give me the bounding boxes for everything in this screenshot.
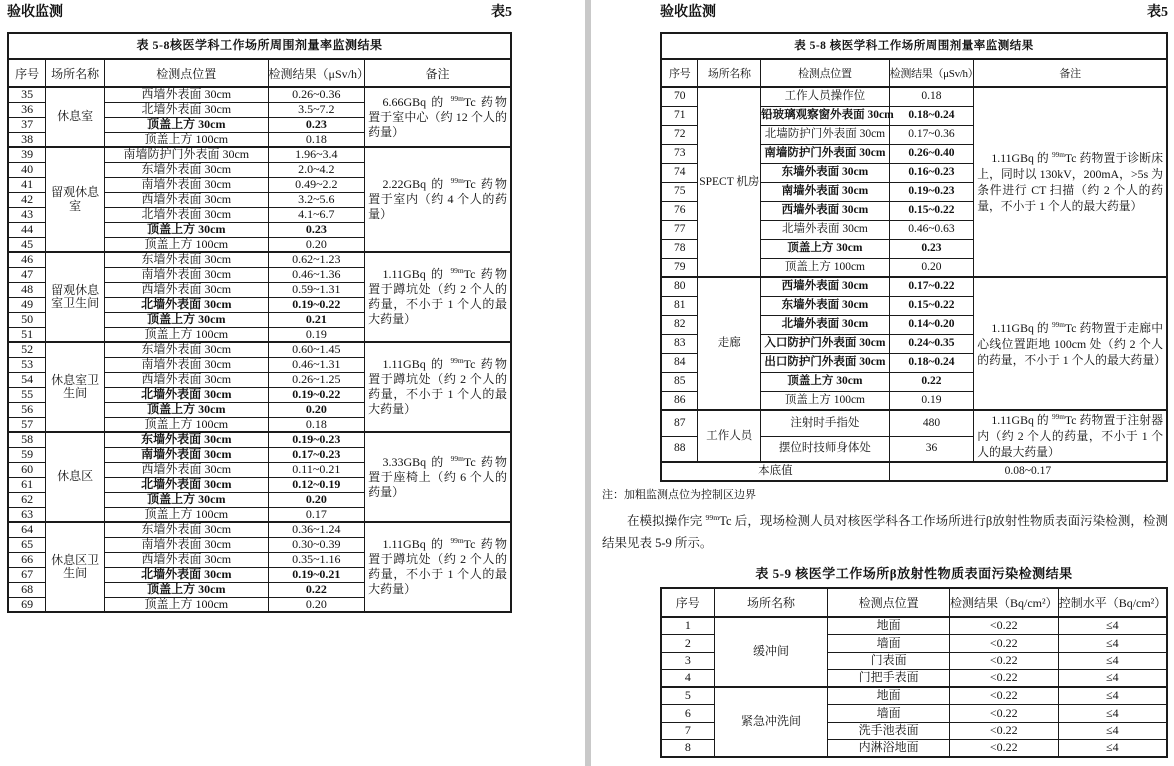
cell-location: 北墙外表面 30cm (105, 207, 268, 222)
cell-result: 0.46~0.63 (889, 220, 974, 239)
cell-result: 3.2~5.6 (268, 192, 365, 207)
column-header: 控制水平（Bq/cm²） (1058, 588, 1167, 617)
cell-location: 东墙外表面 30cm (105, 522, 268, 537)
background-value: 0.08~0.17 (889, 462, 1167, 481)
cell-serial: 74 (661, 163, 698, 182)
cell-serial: 69 (8, 597, 46, 612)
running-head: 验收监测 (7, 5, 63, 20)
cell-result: 0.26~0.36 (268, 87, 365, 102)
cell-location: 西墙外表面 30cm (761, 201, 890, 220)
cell-location: 顶盖上方 30cm (761, 239, 890, 258)
cell-serial: 46 (8, 252, 46, 267)
cell-control-level: ≤4 (1058, 635, 1167, 653)
remark-text: 3.33GBq 的 $^{99m}$Tc 药物置于座椅上（约 6 个人的药量） (368, 453, 507, 499)
cell-result: 0.19~0.23 (889, 182, 974, 201)
table-title-row (8, 33, 511, 59)
cell-result: 0.22 (889, 372, 974, 391)
cell-result: 0.20 (268, 402, 365, 417)
cell-place: SPECT 机房 (698, 87, 761, 277)
cell-result: 0.46~1.31 (268, 357, 365, 372)
cell-serial: 61 (8, 477, 46, 492)
remark-text: 1.11GBq 的 $^{99m}$Tc 药物置于注射器内（约 2 个人的药量，不小于 1 个人的最大药量） (977, 412, 1163, 459)
cell-place: 留观休息室 (46, 147, 105, 252)
cell-control-level: ≤4 (1058, 705, 1167, 723)
cell-location: 摆位时技师身体处 (761, 436, 890, 462)
table-title: 表 5-8 核医学科工作场所周围剂量率监测结果 (661, 33, 1167, 59)
cell-location: 入口防护门外表面 30cm (761, 334, 890, 353)
cell-serial: 1 (661, 617, 714, 635)
cell-serial: 4 (661, 670, 714, 688)
cell-result: 0.17~0.23 (268, 447, 365, 462)
cell-serial: 5 (661, 687, 714, 705)
cell-serial: 38 (8, 132, 46, 147)
cell-location: 顶盖上方 100cm (105, 327, 268, 342)
cell-result: 0.19 (268, 327, 365, 342)
column-header: 备注 (974, 59, 1167, 87)
cell-serial: 58 (8, 432, 46, 447)
remark-text: 2.22GBq 的 $^{99m}$Tc 药物置于室内（约 4 个人的药量） (368, 176, 507, 221)
cell-location: 南墙外表面 30cm (105, 357, 268, 372)
cell-result: 0.20 (268, 492, 365, 507)
cell-serial: 42 (8, 192, 46, 207)
cell-place: 走廊 (698, 277, 761, 410)
cell-result: 0.16~0.23 (889, 163, 974, 182)
table-row (8, 147, 511, 162)
cell-serial: 52 (8, 342, 46, 357)
remark-text: 1.11GBq 的 $^{99m}$Tc 药物置于诊断床上，同时以 130kV，200mA，>5s 为条件进行 CT 扫描（约 2 个人的药量，不小于 1 个人的最大药量） (977, 150, 1163, 213)
cell-location: 顶盖上方 30cm (105, 402, 268, 417)
cell-location: 顶盖上方 30cm (761, 372, 890, 391)
isotope-99m-superscript: 99m (1051, 412, 1065, 422)
body-paragraph: 在模拟操作完 $^{99m}$Tc 后，现场检测人员对核医学科各工作场所进行β放射性物质表面污染检测，检测结果见表 5-9 所示。 (602, 512, 1168, 550)
cell-serial: 36 (8, 102, 46, 117)
cell-remark (974, 87, 1167, 277)
cell-result: 0.18 (268, 132, 365, 147)
cell-location: 地面 (828, 687, 949, 705)
cell-serial: 87 (661, 410, 698, 436)
dose-rate-table-left-mount (7, 32, 585, 613)
cell-control-level: ≤4 (1058, 740, 1167, 758)
cell-control-level: ≤4 (1058, 670, 1167, 688)
cell-serial: 86 (661, 391, 698, 410)
cell-place: 缓冲间 (714, 617, 828, 687)
page-right (591, 0, 1174, 766)
cell-serial: 6 (661, 705, 714, 723)
cell-place: 留观休息室卫生间 (46, 252, 105, 342)
cell-serial: 57 (8, 417, 46, 432)
cell-result: 0.60~1.45 (268, 342, 365, 357)
remark-text: 1.11GBq 的 $^{99m}$Tc 药物置于走廊中心线位置距地 100cm 处（约 2 个人的药量，不小于 1 个人的最大药量） (977, 319, 1166, 367)
cell-place: 紧急冲洗间 (714, 687, 828, 757)
cell-result: 0.19~0.21 (268, 567, 365, 582)
cell-serial: 8 (661, 740, 714, 758)
cell-serial: 45 (8, 237, 46, 252)
cell-location: 顶盖上方 100cm (105, 132, 268, 147)
cell-remark (365, 522, 511, 612)
cell-location: 西墙外表面 30cm (105, 372, 268, 387)
table-row (8, 342, 511, 357)
cell-location: 顶盖上方 30cm (105, 492, 268, 507)
cell-serial: 44 (8, 222, 46, 237)
cell-remark (365, 342, 511, 432)
cell-remark (365, 252, 511, 342)
cell-serial: 77 (661, 220, 698, 239)
cell-location: 铅玻璃观察窗外表面 30cm (761, 106, 890, 125)
cell-serial: 49 (8, 297, 46, 312)
cell-result: <0.22 (949, 670, 1058, 688)
cell-result: 0.49~2.2 (268, 177, 365, 192)
cell-remark (974, 410, 1167, 462)
cell-result: 0.20 (268, 597, 365, 612)
cell-result: 0.59~1.31 (268, 282, 365, 297)
page-left (0, 0, 585, 766)
cell-location: 东墙外表面 30cm (105, 162, 268, 177)
page-label: 表5 (491, 5, 512, 20)
cell-serial: 54 (8, 372, 46, 387)
cell-location: 顶盖上方 100cm (105, 597, 268, 612)
remark-text: 1.11GBq 的 $^{99m}$Tc 药物置于蹲坑处（约 2 个人的药量，不小于 1 个人的最大药量） (368, 536, 507, 596)
cell-location: 北墙外表面 30cm (761, 220, 890, 239)
cell-serial: 78 (661, 239, 698, 258)
cell-location: 西墙外表面 30cm (105, 282, 268, 297)
cell-result: 0.17~0.22 (889, 277, 974, 296)
table-header-row (8, 59, 511, 87)
cell-serial: 62 (8, 492, 46, 507)
cell-location: 西墙外表面 30cm (105, 192, 268, 207)
cell-serial: 76 (661, 201, 698, 220)
cell-location: 顶盖上方 100cm (105, 237, 268, 252)
table-row (8, 87, 511, 102)
cell-result: <0.22 (949, 705, 1058, 723)
cell-location: 洗手池表面 (828, 722, 949, 740)
cell-serial: 63 (8, 507, 46, 522)
cell-result: <0.22 (949, 635, 1058, 653)
column-header: 场所名称 (46, 59, 105, 87)
cell-location: 顶盖上方 100cm (761, 391, 890, 410)
background-value-label: 本底值 (661, 462, 889, 481)
cell-result: 0.17~0.36 (889, 125, 974, 144)
cell-result: 4.1~6.7 (268, 207, 365, 222)
cell-result: 2.0~4.2 (268, 162, 365, 177)
cell-serial: 80 (661, 277, 698, 296)
cell-result: 0.26~0.40 (889, 144, 974, 163)
table59-title: 表 5-9 核医学工作场所β放射性物质表面污染检测结果 (755, 566, 1073, 581)
column-header: 检测结果（Bq/cm²） (949, 588, 1058, 617)
cell-result: 0.19~0.22 (268, 297, 365, 312)
cell-serial: 60 (8, 462, 46, 477)
cell-place: 休息区 (46, 432, 105, 522)
column-header: 场所名称 (698, 59, 761, 87)
cell-result: 0.18~0.24 (889, 353, 974, 372)
table-row (8, 432, 511, 447)
cell-location: 门把手表面 (828, 670, 949, 688)
table-row (661, 87, 1167, 106)
cell-location: 南墙防护门外表面 30cm (105, 147, 268, 162)
cell-location: 南墙外表面 30cm (105, 177, 268, 192)
cell-serial: 65 (8, 537, 46, 552)
data-table (660, 587, 1168, 758)
cell-result: 0.15~0.22 (889, 201, 974, 220)
cell-location: 北墙外表面 30cm (105, 297, 268, 312)
cell-result: 0.20 (889, 258, 974, 277)
cell-location: 北墙外表面 30cm (105, 102, 268, 117)
isotope-99m-superscript: 99m (1051, 319, 1065, 329)
isotope-99m-superscript: 99m (705, 512, 720, 522)
cell-serial: 67 (8, 567, 46, 582)
cell-result: <0.22 (949, 652, 1058, 670)
cell-serial: 72 (661, 125, 698, 144)
cell-result: 0.14~0.20 (889, 315, 974, 334)
cell-location: 东墙外表面 30cm (761, 296, 890, 315)
cell-remark (365, 432, 511, 522)
cell-location: 顶盖上方 30cm (105, 582, 268, 597)
cell-serial: 82 (661, 315, 698, 334)
cell-location: 东墙外表面 30cm (105, 342, 268, 357)
cell-result: 0.17 (268, 507, 365, 522)
isotope-99m-superscript: 99m (450, 453, 464, 463)
isotope-99m-superscript: 99m (450, 93, 464, 103)
data-table (7, 32, 512, 613)
cell-result: 0.21 (268, 312, 365, 327)
cell-result: 36 (889, 436, 974, 462)
column-header: 检测点位置 (828, 588, 949, 617)
cell-result: 0.18 (268, 417, 365, 432)
cell-serial: 66 (8, 552, 46, 567)
cell-result: 0.23 (268, 222, 365, 237)
table-row (8, 252, 511, 267)
table-header-row (661, 59, 1167, 87)
cell-serial: 75 (661, 182, 698, 201)
cell-location: 南墙外表面 30cm (105, 447, 268, 462)
cell-serial: 37 (8, 117, 46, 132)
cell-result: 0.30~0.39 (268, 537, 365, 552)
cell-result: 1.96~3.4 (268, 147, 365, 162)
cell-serial: 71 (661, 106, 698, 125)
cell-serial: 41 (8, 177, 46, 192)
cell-serial: 50 (8, 312, 46, 327)
cell-result: 0.19~0.23 (268, 432, 365, 447)
isotope-99m-superscript: 99m (450, 176, 464, 185)
column-header: 场所名称 (714, 588, 828, 617)
table-title: 表 5-8核医学科工作场所周围剂量率监测结果 (8, 33, 511, 59)
cell-serial: 68 (8, 582, 46, 597)
cell-location: 地面 (828, 617, 949, 635)
table-row (661, 410, 1167, 436)
cell-serial: 83 (661, 334, 698, 353)
remark-text: 1.11GBq 的 $^{99m}$Tc 药物置于蹲坑处（约 2 个人的药量，不小于 1 个人的最大药量） (368, 266, 507, 326)
cell-result: 0.15~0.22 (889, 296, 974, 315)
cell-result: 0.18~0.24 (889, 106, 974, 125)
cell-result: 0.22 (268, 582, 365, 597)
column-header: 序号 (661, 59, 698, 87)
cell-place: 休息室 (46, 87, 105, 147)
cell-location: 东墙外表面 30cm (105, 432, 268, 447)
cell-location: 北墙外表面 30cm (105, 567, 268, 582)
cell-location: 南墙防护门外表面 30cm (761, 144, 890, 163)
cell-location: 门表面 (828, 652, 949, 670)
cell-location: 顶盖上方 30cm (105, 117, 268, 132)
cell-result: 480 (889, 410, 974, 436)
cell-location: 出口防护门外表面 30cm (761, 353, 890, 372)
cell-serial: 79 (661, 258, 698, 277)
cell-remark (365, 87, 511, 147)
table-row (661, 277, 1167, 296)
cell-serial: 51 (8, 327, 46, 342)
cell-result: 0.19~0.22 (268, 387, 365, 402)
cell-serial: 48 (8, 282, 46, 297)
cell-serial: 88 (661, 436, 698, 462)
isotope-99m-superscript: 99m (450, 266, 464, 275)
cell-location: 顶盖上方 100cm (105, 417, 268, 432)
cell-result: 0.35~1.16 (268, 552, 365, 567)
cell-location: 南墙外表面 30cm (761, 182, 890, 201)
cell-result: <0.22 (949, 687, 1058, 705)
dose-rate-table-right-mount (602, 32, 1174, 482)
cell-serial: 59 (8, 447, 46, 462)
cell-serial: 64 (8, 522, 46, 537)
surface-contamination-table-mount (602, 587, 1174, 758)
data-table (660, 32, 1168, 482)
cell-location: 内淋浴地面 (828, 740, 949, 758)
cell-control-level: ≤4 (1058, 617, 1167, 635)
remark-text: 1.11GBq 的 $^{99m}$Tc 药物置于蹲坑处（约 2 个人的药量，不小于 1 个人的最大药量） (368, 356, 507, 416)
cell-serial: 40 (8, 162, 46, 177)
table-footnote: 注：加粗监测点位为控制区边界 (602, 489, 756, 501)
page-header (660, 4, 1168, 22)
cell-location: 墙面 (828, 635, 949, 653)
cell-location: 北墙外表面 30cm (105, 477, 268, 492)
cell-serial: 43 (8, 207, 46, 222)
cell-location: 北墙外表面 30cm (761, 315, 890, 334)
cell-serial: 70 (661, 87, 698, 106)
cell-result: <0.22 (949, 722, 1058, 740)
background-value-row (661, 462, 1167, 481)
column-header: 检测结果（μSv/h） (268, 59, 365, 87)
cell-location: 顶盖上方 30cm (105, 312, 268, 327)
column-header: 检测结果（μSv/h） (889, 59, 974, 87)
page-label: 表5 (1147, 5, 1168, 20)
cell-serial: 84 (661, 353, 698, 372)
cell-result: 0.24~0.35 (889, 334, 974, 353)
cell-location: 北墙外表面 30cm (105, 387, 268, 402)
table-title-row (661, 33, 1167, 59)
cell-location: 墙面 (828, 705, 949, 723)
cell-place: 工作人员 (698, 410, 761, 462)
cell-result: 0.46~1.36 (268, 267, 365, 282)
cell-result: 0.26~1.25 (268, 372, 365, 387)
page-header (7, 4, 512, 22)
cell-result: <0.22 (949, 617, 1058, 635)
cell-serial: 53 (8, 357, 46, 372)
cell-location: 南墙外表面 30cm (105, 537, 268, 552)
cell-serial: 47 (8, 267, 46, 282)
cell-location: 南墙外表面 30cm (105, 267, 268, 282)
cell-location: 注射时手指处 (761, 410, 890, 436)
column-header: 序号 (8, 59, 46, 87)
cell-place: 休息区卫生间 (46, 522, 105, 612)
cell-result: <0.22 (949, 740, 1058, 758)
cell-serial: 85 (661, 372, 698, 391)
cell-location: 西墙外表面 30cm (105, 462, 268, 477)
cell-serial: 73 (661, 144, 698, 163)
cell-result: 0.62~1.23 (268, 252, 365, 267)
cell-location: 西墙外表面 30cm (761, 277, 890, 296)
cell-location: 工作人员操作位 (761, 87, 890, 106)
cell-serial: 2 (661, 635, 714, 653)
cell-location: 顶盖上方 30cm (105, 222, 268, 237)
cell-location: 东墙外表面 30cm (105, 252, 268, 267)
column-header: 序号 (661, 588, 714, 617)
cell-location: 东墙外表面 30cm (761, 163, 890, 182)
column-header: 检测点位置 (105, 59, 268, 87)
cell-result: 0.11~0.21 (268, 462, 365, 477)
column-header: 检测点位置 (761, 59, 890, 87)
isotope-99m-superscript: 99m (450, 536, 464, 545)
cell-serial: 7 (661, 722, 714, 740)
isotope-99m-superscript: 99m (1051, 150, 1065, 160)
isotope-99m-superscript: 99m (450, 356, 464, 365)
cell-remark (365, 147, 511, 252)
column-header: 备注 (365, 59, 511, 87)
cell-serial: 35 (8, 87, 46, 102)
table-row (8, 522, 511, 537)
cell-serial: 3 (661, 652, 714, 670)
cell-result: 3.5~7.2 (268, 102, 365, 117)
table-row (661, 617, 1167, 635)
cell-control-level: ≤4 (1058, 687, 1167, 705)
table-header-row (661, 588, 1167, 617)
running-head: 验收监测 (660, 5, 716, 20)
cell-serial: 39 (8, 147, 46, 162)
cell-result: 0.23 (268, 117, 365, 132)
cell-remark (974, 277, 1167, 410)
cell-place: 休息室卫生间 (46, 342, 105, 432)
cell-result: 0.20 (268, 237, 365, 252)
cell-location: 北墙防护门外表面 30cm (761, 125, 890, 144)
remark-text: 6.66GBq 的 $^{99m}$Tc 药物置于室中心（约 12 个人的药量） (368, 93, 507, 139)
cell-result: 0.12~0.19 (268, 477, 365, 492)
cell-location: 顶盖上方 100cm (761, 258, 890, 277)
cell-serial: 55 (8, 387, 46, 402)
cell-location: 顶盖上方 100cm (105, 507, 268, 522)
cell-result: 0.18 (889, 87, 974, 106)
cell-location: 西墙外表面 30cm (105, 552, 268, 567)
cell-serial: 56 (8, 402, 46, 417)
cell-serial: 81 (661, 296, 698, 315)
cell-control-level: ≤4 (1058, 652, 1167, 670)
cell-result: 0.23 (889, 239, 974, 258)
cell-control-level: ≤4 (1058, 722, 1167, 740)
cell-result: 0.36~1.24 (268, 522, 365, 537)
table-row (661, 687, 1167, 705)
cell-location: 西墙外表面 30cm (105, 87, 268, 102)
cell-result: 0.19 (889, 391, 974, 410)
